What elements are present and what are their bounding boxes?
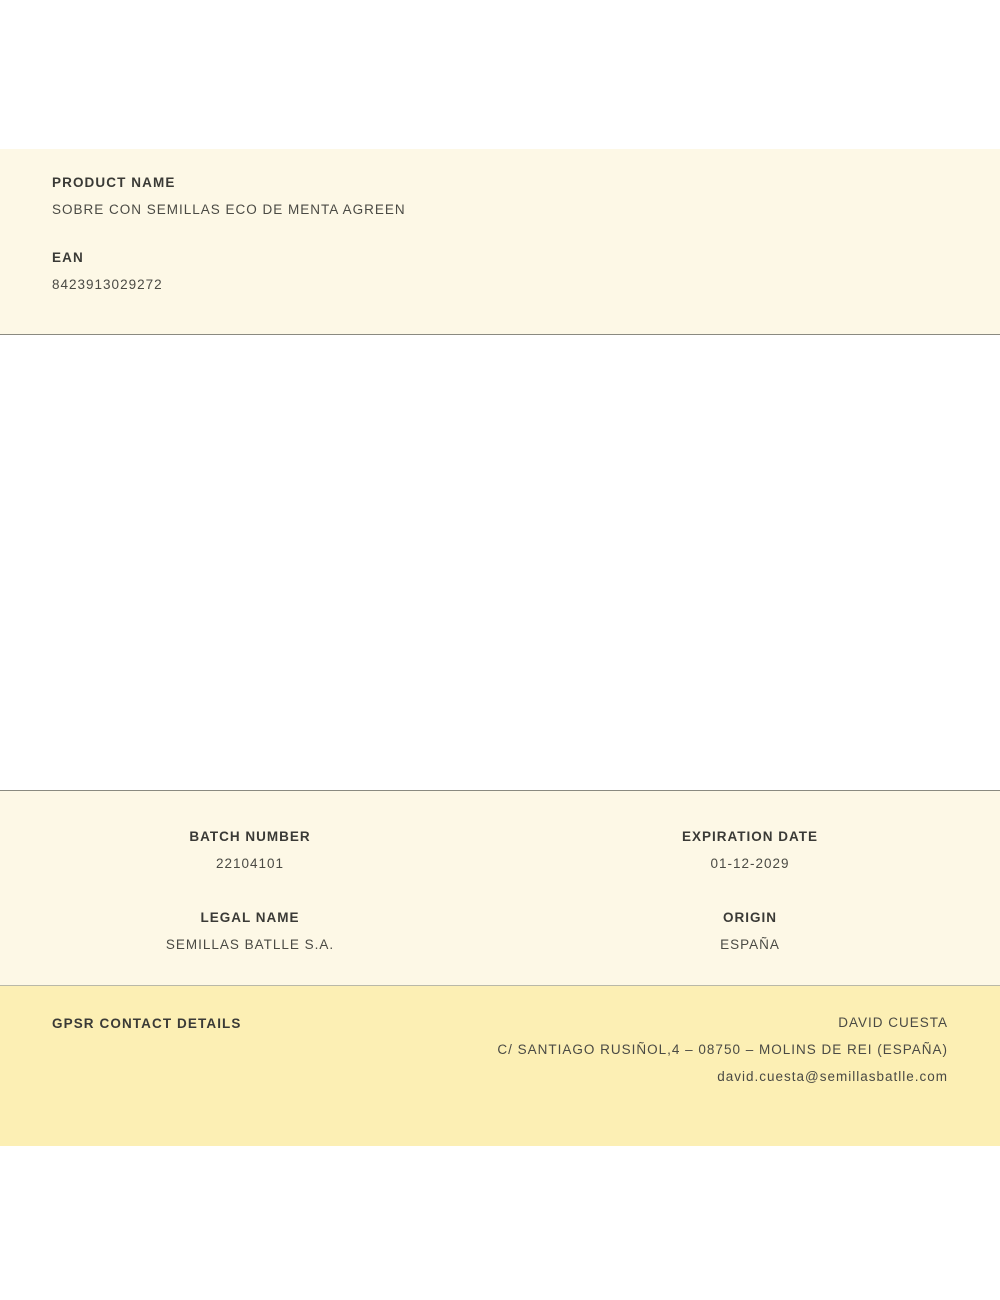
- batch-number-label: BATCH NUMBER: [189, 828, 311, 844]
- gpsr-contact-email[interactable]: david.cuesta@semillasbatlle.com: [717, 1069, 948, 1084]
- origin-label: ORIGIN: [722, 909, 777, 925]
- product-name-label: PRODUCT NAME: [52, 175, 176, 190]
- blank-content-area: [0, 335, 1000, 790]
- expiration-date-label: EXPIRATION DATE: [681, 828, 818, 844]
- gpsr-contact-lines: [242, 1015, 949, 1084]
- field-spacer: [52, 217, 948, 250]
- detail-legal-name: [0, 910, 500, 952]
- footer-blank-area: [0, 1146, 1000, 1300]
- gpsr-contact-section: [0, 986, 1000, 1146]
- detail-batch-number: [0, 829, 500, 871]
- legal-name-label: LEGAL NAME: [200, 909, 300, 925]
- expiration-date-value: 01-12-2029: [710, 855, 790, 871]
- product-identity-section: [0, 149, 1000, 335]
- gpsr-contact-title: GPSR CONTACT DETAILS: [52, 1016, 242, 1031]
- ean-label: EAN: [52, 250, 84, 265]
- gpsr-contact-person: DAVID CUESTA: [838, 1015, 948, 1030]
- product-details-section: [0, 790, 1000, 986]
- origin-value: ESPAÑA: [720, 936, 780, 952]
- detail-origin: [500, 910, 1000, 952]
- legal-name-value: SEMILLAS BATLLE S.A.: [165, 936, 335, 952]
- product-name-value: SOBRE CON SEMILLAS ECO DE MENTA AGREEN: [52, 202, 406, 217]
- batch-number-value: 22104101: [215, 855, 285, 871]
- gpsr-contact-address: C/ SANTIAGO RUSIÑOL,4 – 08750 – MOLINS DE REI (ESPAÑA): [497, 1042, 948, 1057]
- ean-value: 8423913029272: [52, 277, 163, 292]
- detail-expiration-date: [500, 829, 1000, 871]
